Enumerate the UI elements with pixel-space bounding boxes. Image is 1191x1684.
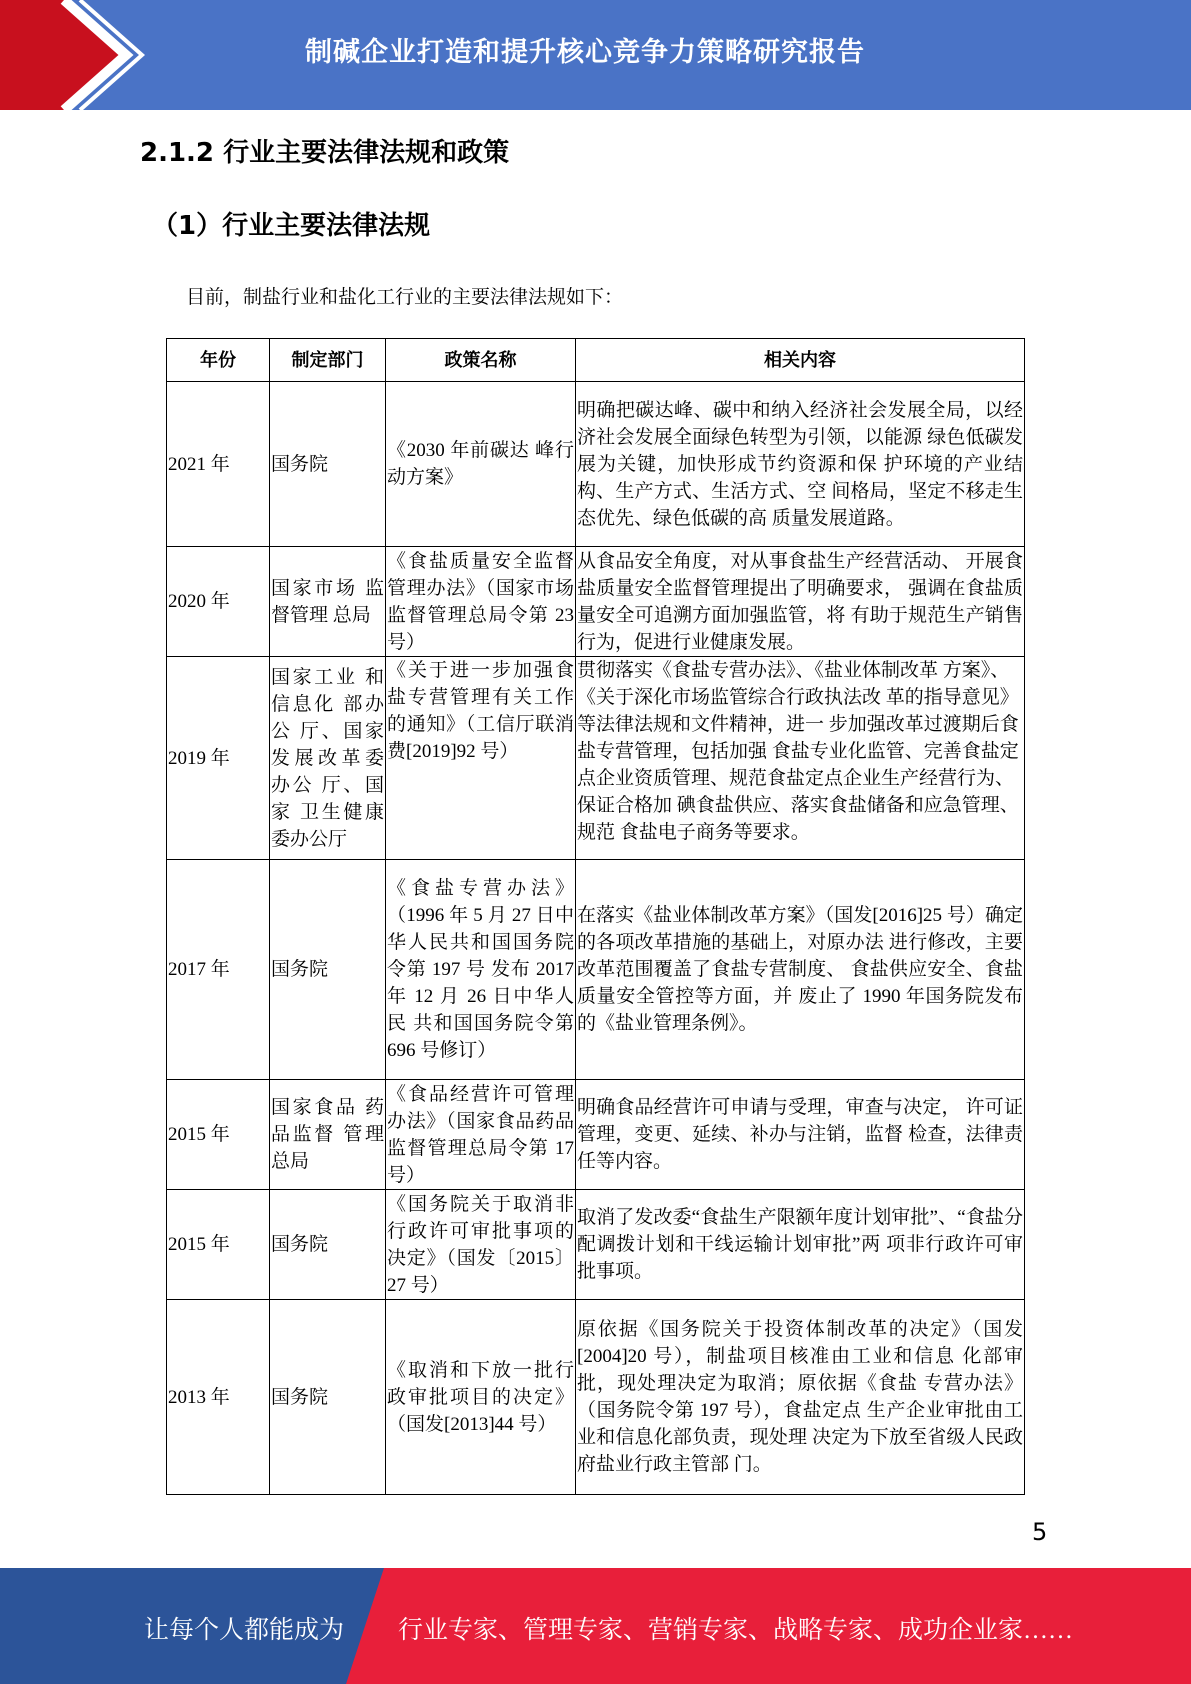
- table-row: [167, 547, 1025, 657]
- table-row: [167, 382, 1025, 547]
- subsection-heading: （1）行业主要法律法规: [152, 211, 431, 241]
- cell-year: 2015 年: [167, 1190, 270, 1300]
- page-footer: [0, 1568, 1191, 1684]
- cell-policy: 《食盐质量安全监督管理办法》（国家市场监督管理总局令第 23 号）: [386, 547, 576, 657]
- table-row: [167, 657, 1025, 860]
- cell-year: 2017 年: [167, 860, 270, 1080]
- intro-paragraph: 目前，制盐行业和盐化工行业的主要法律法规如下：: [186, 287, 624, 308]
- cell-policy: 《食品经营许可管理办法》（国家食品药品监督管理总局令第 17 号）: [386, 1080, 576, 1190]
- cell-content: 原依据《国务院关于投资体制改革的决定》（国发[2004]20 号），制盐项目核准由工业和信息 化部审批，现处理决定为取消；原依据《食盐 专营办法》（国务院令第 197 号），食盐定点 生产企业审批由工业和信息化部负责，现处理 决定为下放至省级人民政府盐业行政主管部 门。: [576, 1300, 1025, 1495]
- cell-policy: 《取消和下放一批行政审批项目的决定》（国发[2013]44 号）: [386, 1300, 576, 1495]
- cell-policy: 《食盐专营办法》（1996 年 5 月 27 日中华人民共和国国务院令第 197 号 发布 2017 年 12 月 26 日中华人民 共和国国务院令第 696 号修订）: [386, 860, 576, 1080]
- cell-content: 取消了发改委“食盐生产限额年度计划审批”、“食盐分配调拨计划和干线运输计划审批”两 项非行政许可审批事项。: [576, 1190, 1025, 1300]
- cell-dept: 国家食品 药品监督 管理总局: [270, 1080, 386, 1190]
- cell-dept: 国务院: [270, 382, 386, 547]
- cell-content: 贯彻落实《食盐专营办法》、《盐业体制改革 方案》、《关于深化市场监管综合行政执法改 革的指导意见》等法律法规和文件精神，进一 步加强改革过渡期后食盐专营管理，包括加强 食盐专业化监管、完善食盐定点企业资质管理、规范食盐定点企业生产经营行为、保证合格加 碘食盐供应、落实食盐储备和应急管理、规范 食盐电子商务等要求。: [577, 660, 1019, 843]
- section-heading: 2.1.2 行业主要法律法规和政策: [140, 138, 510, 168]
- cell-policy: 《关于进一步加强食盐专营管理有关工作的通知》（工信厅联消费[2019]92 号）: [386, 657, 576, 860]
- cell-dept: 国家工业 和信息化 部办公 厅、国家发展改革委办公 厅、国家 卫生健康委办公厅: [270, 657, 386, 860]
- cell-dept: 国家市场 监督管理 总局: [270, 547, 386, 657]
- table-header-row: [167, 339, 1025, 382]
- cell-dept: 国务院: [270, 1300, 386, 1495]
- column-header-content: 相关内容: [576, 339, 1025, 382]
- page-number: 5: [1032, 1518, 1048, 1546]
- column-header-year: 年份: [167, 339, 270, 382]
- cell-content: 明确把碳达峰、碳中和纳入经济社会发展全局，以经济社会发展全面绿色转型为引领，以能源 绿色低碳发展为关键，加快形成节约资源和保 护环境的产业结构、生产方式、生活方式、空 间格局，坚定不移走生态优先、绿色低碳的高 质量发展道路。: [576, 382, 1025, 547]
- table-row: [167, 1190, 1025, 1300]
- column-header-policy: 政策名称: [386, 339, 576, 382]
- cell-policy: 《2030 年前碳达 峰行动方案》: [386, 382, 576, 547]
- footer-slogan-right: 行业专家、管理专家、营销专家、战略专家、成功企业家……: [398, 1617, 1074, 1644]
- regulations-table: [166, 338, 1025, 1495]
- cell-dept: 国务院: [270, 860, 386, 1080]
- column-header-dept: 制定部门: [270, 339, 386, 382]
- table-row: [167, 1080, 1025, 1190]
- footer-slogan-left: 让每个人都能成为: [144, 1617, 345, 1644]
- cell-year: 2021 年: [167, 382, 270, 547]
- table-row: [167, 860, 1025, 1080]
- cell-content: 明确食品经营许可申请与受理，审查与决定， 许可证管理，变更、延续、补办与注销，监督 检查，法律责任等内容。: [576, 1080, 1025, 1190]
- cell-year: 2013 年: [167, 1300, 270, 1495]
- cell-year: 2019 年: [167, 657, 270, 860]
- cell-year: 2020 年: [167, 547, 270, 657]
- cell-year: 2015 年: [167, 1080, 270, 1190]
- report-title: 制碱企业打造和提升核心竞争力策略研究报告: [305, 37, 865, 68]
- cell-dept: 国务院: [270, 1190, 386, 1300]
- page-header: [0, 0, 1191, 110]
- table-row: [167, 1300, 1025, 1495]
- cell-policy: 《国务院关于取消非行政许可审批事项的决定》（国发〔2015〕 27 号）: [386, 1190, 576, 1300]
- cell-content: 在落实《盐业体制改革方案》（国发[2016]25 号）确定的各项改革措施的基础上，对原办法 进行修改，主要改革范围覆盖了食盐专营制度、 食盐供应安全、食盐质量安全管控等方面，并 废止了 1990 年国务院发布的《盐业管理条例》。: [576, 860, 1025, 1080]
- cell-content: 从食品安全角度，对从事食盐生产经营活动、 开展食盐质量安全监督管理提出了明确要求， 强调在食盐质量安全可追溯方面加强监管，将 有助于规范生产销售行为，促进行业健康发展。: [576, 547, 1025, 657]
